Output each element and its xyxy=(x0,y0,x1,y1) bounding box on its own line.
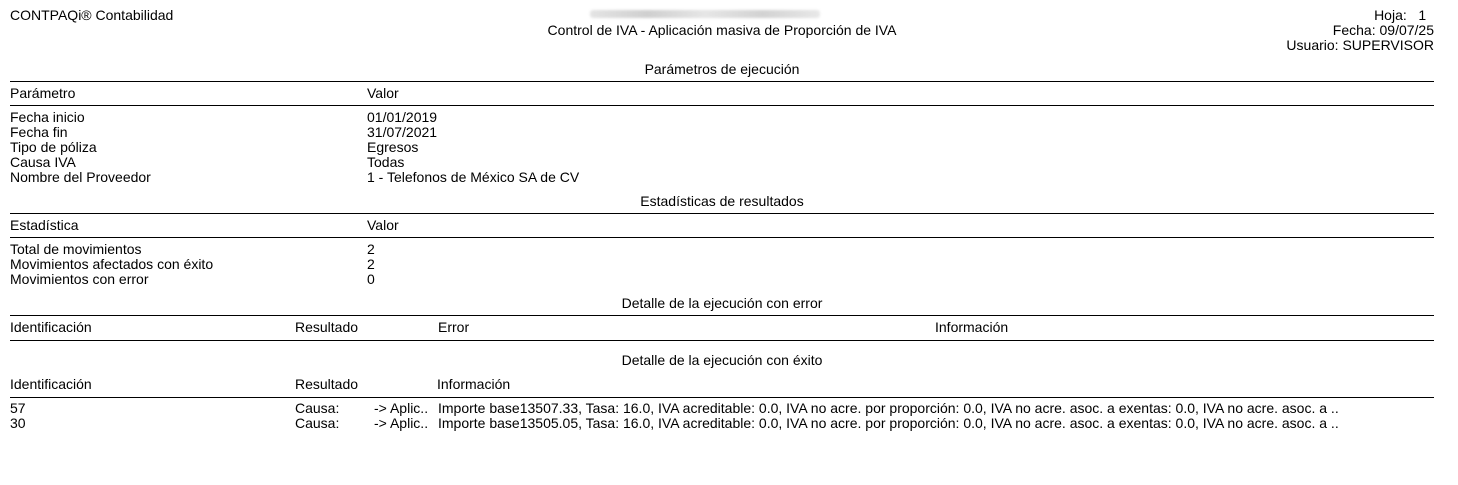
statistic-name: Movimientos afectados con éxito xyxy=(10,256,214,272)
statistic-name: Total de movimientos xyxy=(10,241,142,257)
error-col-information: Información xyxy=(935,319,1009,335)
parameter-value: 01/01/2019 xyxy=(367,109,438,125)
divider xyxy=(10,315,1434,316)
success-col-identification: Identificación xyxy=(10,376,92,392)
row-information: Importe base13507.33, Tasa: 16.0, IVA acreditable: 0.0, IVA no acre. por proporción: 0.0, IVA no acre. asoc. a exentas: 0.0, IVA no acre. asoc. a .. xyxy=(438,401,1339,416)
statistic-name: Movimientos con error xyxy=(10,271,149,287)
statistic-value: 0 xyxy=(367,271,375,287)
success-col-information: Información xyxy=(437,376,511,392)
parameter-value: 31/07/2021 xyxy=(367,124,438,140)
statistic-value: 2 xyxy=(367,256,375,272)
parameter-value: Egresos xyxy=(367,139,419,155)
parameters-col-parameter: Parámetro xyxy=(10,85,76,101)
parameter-name: Causa IVA xyxy=(10,154,76,170)
report-title: Control de IVA - Aplicación masiva de Proporción de IVA xyxy=(547,22,897,38)
report-user xyxy=(1286,38,1434,53)
divider xyxy=(10,213,1434,214)
user-label: Usuario: xyxy=(1286,37,1339,53)
parameter-value: 1 - Telefonos de México SA de CV xyxy=(367,169,580,185)
parameter-name: Nombre del Proveedor xyxy=(10,169,151,185)
row-result: Causa: xyxy=(295,400,340,416)
page-value: 1 xyxy=(1418,7,1427,23)
page-label: Hoja: xyxy=(1374,7,1407,23)
success-col-result: Resultado xyxy=(295,376,359,392)
parameters-col-value: Valor xyxy=(367,85,399,101)
row-application: -> Aplic.. xyxy=(374,400,429,416)
statistics-col-statistic: Estadística xyxy=(10,217,79,233)
divider xyxy=(10,237,1434,238)
report-date xyxy=(1333,23,1434,38)
user-value: SUPERVISOR xyxy=(1342,37,1434,53)
statistics-section-title: Estadísticas de resultados xyxy=(640,193,804,209)
divider xyxy=(10,397,1434,398)
row-identification: 30 xyxy=(10,415,26,431)
row-identification: 57 xyxy=(10,400,26,416)
error-col-identification: Identificación xyxy=(10,319,92,335)
row-application: -> Aplic.. xyxy=(374,415,429,431)
divider xyxy=(10,105,1434,106)
divider xyxy=(10,340,1434,341)
error-detail-section-title: Detalle de la ejecución con error xyxy=(621,295,823,311)
parameters-section-title: Parámetros de ejecución xyxy=(644,61,800,77)
parameter-name: Fecha fin xyxy=(10,124,68,140)
error-col-result: Resultado xyxy=(295,319,359,335)
parameter-name: Fecha inicio xyxy=(10,109,85,125)
date-value: 09/07/25 xyxy=(1379,22,1434,38)
app-name: CONTPAQi® Contabilidad xyxy=(10,7,174,23)
error-col-error: Error xyxy=(438,319,470,335)
parameter-value: Todas xyxy=(367,154,405,170)
page-number xyxy=(1374,8,1434,23)
statistics-col-value: Valor xyxy=(367,217,399,233)
row-result: Causa: xyxy=(295,415,340,431)
success-detail-section-title: Detalle de la ejecución con éxito xyxy=(621,352,823,368)
redacted-company-name xyxy=(590,10,820,18)
parameter-name: Tipo de póliza xyxy=(10,139,97,155)
date-label: Fecha: xyxy=(1332,22,1376,38)
row-information: Importe base13505.05, Tasa: 16.0, IVA acreditable: 0.0, IVA no acre. por proporción: 0.0, IVA no acre. asoc. a exentas: 0.0, IVA no acre. asoc. a .. xyxy=(438,416,1339,431)
divider xyxy=(10,81,1434,82)
statistic-value: 2 xyxy=(367,241,375,257)
